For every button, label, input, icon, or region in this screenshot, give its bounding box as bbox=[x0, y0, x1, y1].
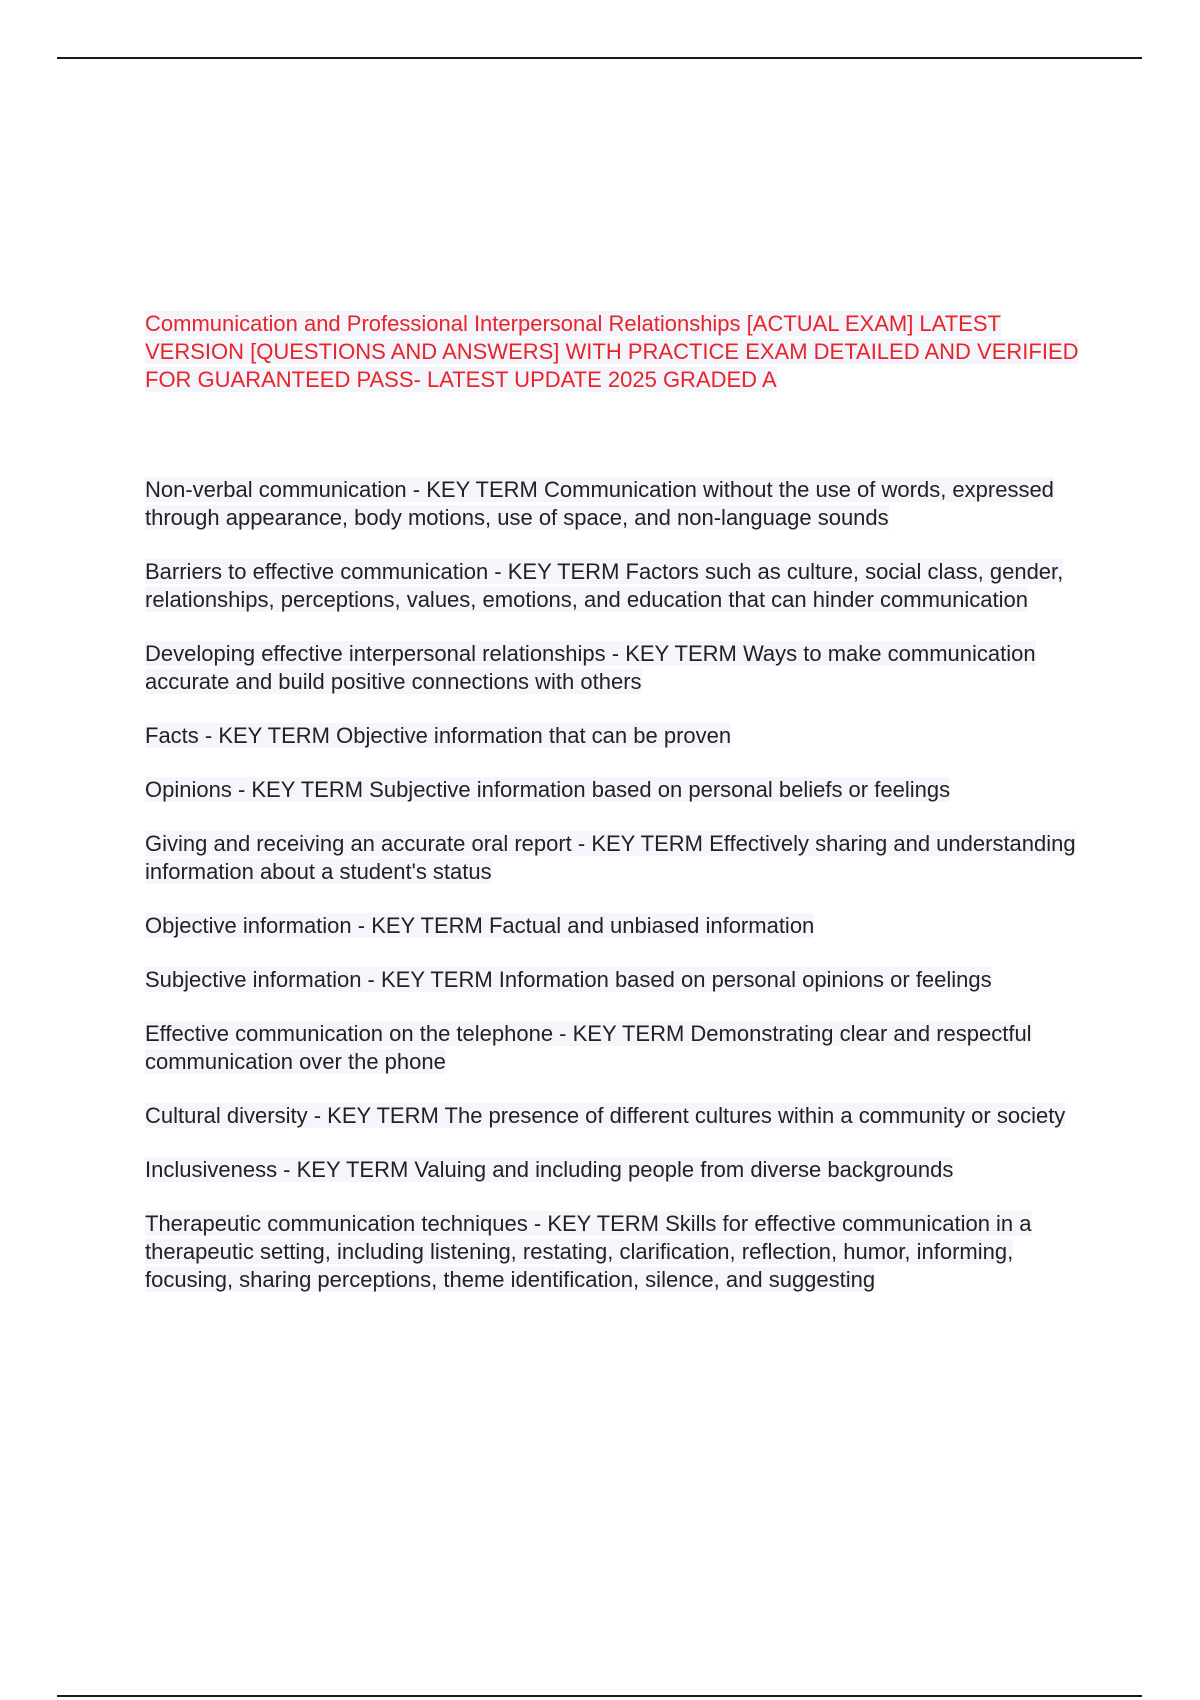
key-term-text: Giving and receiving an accurate oral report - KEY TERM Effectively sharing and understanding information about a student's status bbox=[145, 831, 1076, 884]
key-term-text: Barriers to effective communication - KEY TERM Factors such as culture, social class, gender, relationships, perceptions, values, emotions, and education that can hinder communication bbox=[145, 559, 1064, 612]
key-term-entry bbox=[145, 1156, 1095, 1184]
key-term-entry bbox=[145, 1102, 1095, 1130]
key-term-text: Subjective information - KEY TERM Information based on personal opinions or feelings bbox=[145, 967, 992, 992]
key-term-text: Therapeutic communication techniques - KEY TERM Skills for effective communication in a therapeutic setting, including listening, restating, clarification, reflection, humor, informing, focusing, sharing perceptions, theme identification, silence, and suggesting bbox=[145, 1211, 1032, 1292]
key-term-text: Effective communication on the telephone - KEY TERM Demonstrating clear and respectful communication over the phone bbox=[145, 1021, 1032, 1074]
key-term-text: Facts - KEY TERM Objective information that can be proven bbox=[145, 723, 732, 748]
bottom-rule bbox=[57, 1695, 1142, 1697]
key-term-entry bbox=[145, 1020, 1095, 1076]
key-term-entry bbox=[145, 558, 1095, 614]
document-content bbox=[145, 310, 1095, 1320]
key-term-entry bbox=[145, 476, 1095, 532]
key-term-entry bbox=[145, 830, 1095, 886]
key-term-entry bbox=[145, 722, 1095, 750]
document-title bbox=[145, 310, 1095, 394]
key-term-text: Inclusiveness - KEY TERM Valuing and including people from diverse backgrounds bbox=[145, 1157, 954, 1182]
key-term-entry bbox=[145, 912, 1095, 940]
key-term-entry bbox=[145, 640, 1095, 696]
key-term-entry bbox=[145, 1210, 1095, 1294]
key-term-entry bbox=[145, 776, 1095, 804]
key-term-entry bbox=[145, 966, 1095, 994]
key-term-text: Objective information - KEY TERM Factual and unbiased information bbox=[145, 913, 815, 938]
top-rule bbox=[57, 57, 1142, 59]
key-term-text: Cultural diversity - KEY TERM The presence of different cultures within a community or society bbox=[145, 1103, 1066, 1128]
key-term-text: Non-verbal communication - KEY TERM Communication without the use of words, expressed through appearance, body motions, use of space, and non-language sounds bbox=[145, 477, 1054, 530]
key-term-list bbox=[145, 476, 1095, 1294]
document-title-text: Communication and Professional Interpersonal Relationships [ACTUAL EXAM] LATEST VERSION [QUESTIONS AND ANSWERS] WITH PRACTICE EXAM DETAILED AND VERIFIED FOR GUARANTEED PASS- LATEST UPDATE 2025 GRADED A bbox=[145, 311, 1079, 392]
key-term-text: Opinions - KEY TERM Subjective information based on personal beliefs or feelings bbox=[145, 777, 951, 802]
key-term-text: Developing effective interpersonal relationships - KEY TERM Ways to make communication accurate and build positive connections with others bbox=[145, 641, 1036, 694]
